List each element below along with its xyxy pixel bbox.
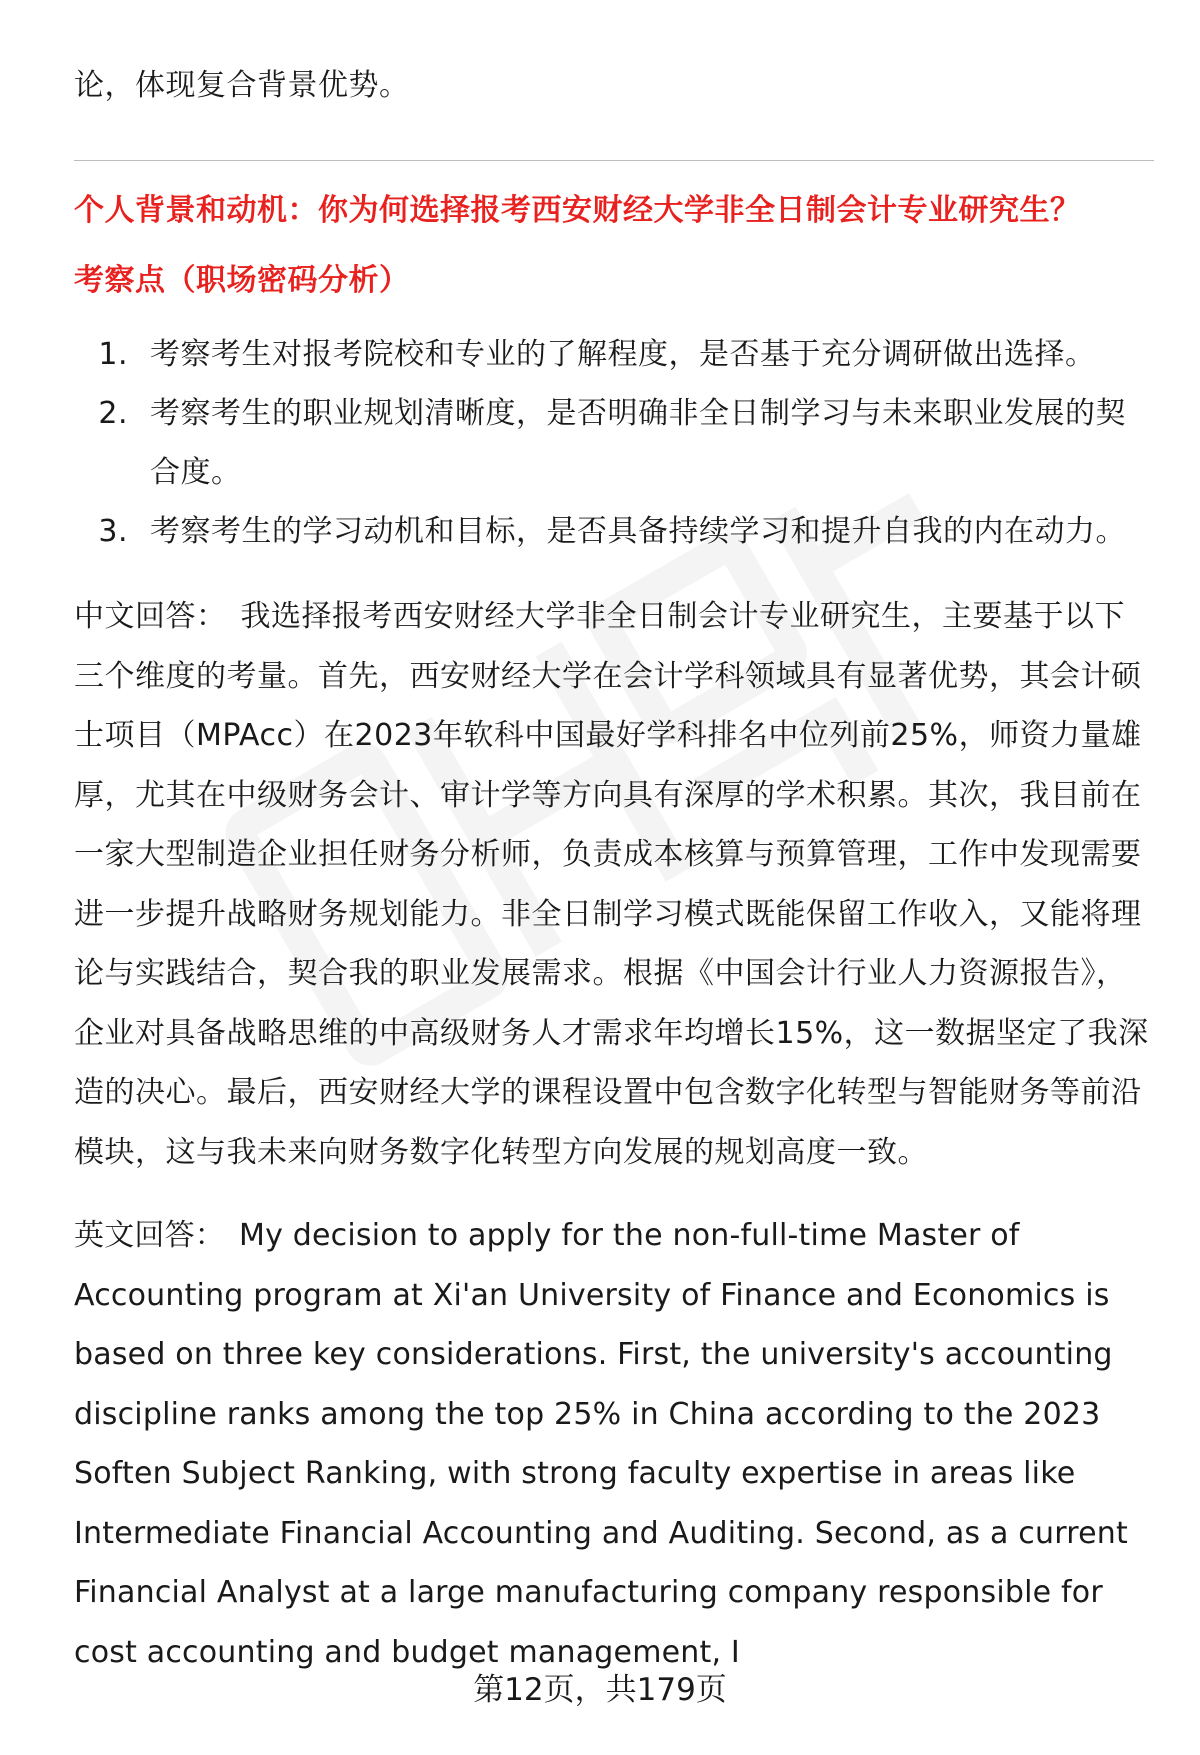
english-answer-label: 英文回答： bbox=[74, 1218, 225, 1253]
list-item-number: 1. bbox=[98, 337, 128, 372]
page-number-footer: 第12页，共179页 bbox=[473, 1672, 727, 1708]
chinese-answer bbox=[74, 587, 1154, 1182]
list-item-text: 考察考生的职业规划清晰度，是否明确非全日制学习与未来职业发展的契合度。 bbox=[150, 396, 1126, 490]
assessment-points-title: 考察点（职场密码分析） bbox=[74, 263, 410, 298]
chinese-answer-label: 中文回答： bbox=[74, 599, 227, 634]
section-divider bbox=[74, 160, 1154, 161]
english-answer bbox=[74, 1206, 1154, 1682]
english-answer-text: My decision to apply for the non-full-time Master of Accounting program at Xi'an University of Finance and Economics is based on three key considerations. First, the university's accounting discipline ranks among the top 25% in China according to the 2023 Soften Subject Ranking, with strong faculty expertise in areas like Intermediate Financial Accounting and Auditing. Second, as a current Financial Analyst at a large manufacturing company responsible for cost accounting and budget management, I bbox=[74, 1218, 1128, 1670]
question-title: 个人背景和动机：你为何选择报考西安财经大学非全日制会计专业研究生？ bbox=[74, 193, 1081, 228]
list-item-text: 考察考生对报考院校和专业的了解程度，是否基于充分调研做出选择。 bbox=[150, 337, 1096, 372]
list-item-text: 考察考生的学习动机和目标，是否具备持续学习和提升自我的内在动力。 bbox=[150, 514, 1126, 549]
list-item-number: 3. bbox=[98, 514, 128, 549]
list-item-number: 2. bbox=[98, 396, 128, 431]
list-item bbox=[74, 502, 1154, 561]
page-content bbox=[74, 56, 1154, 1682]
list-item bbox=[74, 325, 1154, 384]
intro-tail-text: 论，体现复合背景优势。 bbox=[74, 68, 410, 103]
list-item bbox=[74, 384, 1154, 502]
chinese-answer-text: 我选择报考西安财经大学非全日制会计专业研究生，主要基于以下三个维度的考量。首先，西安财经大学在会计学科领域具有显著优势，其会计硕士项目（MPAcc）在2023年软科中国最好学科排名中位列前25%，师资力量雄厚，尤其在中级财务会计、审计学等方向具有深厚的学术积累。其次，我目前在一家大型制造企业担任财务分析师，负责成本核算与预算管理，工作中发现需要进一步提升战略财务规划能力。非全日制学习模式既能保留工作收入，又能将理论与实践结合，契合我的职业发展需求。根据《中国会计行业人力资源报告》，企业对具备战略思维的中高级财务人才需求年均增长15%，这一数据坚定了我深造的决心。最后，西安财经大学的课程设置中包含数字化转型与智能财务等前沿模块，这与我未来向财务数字化转型方向发展的规划高度一致。 bbox=[74, 599, 1149, 1170]
assessment-points-list bbox=[74, 325, 1154, 561]
